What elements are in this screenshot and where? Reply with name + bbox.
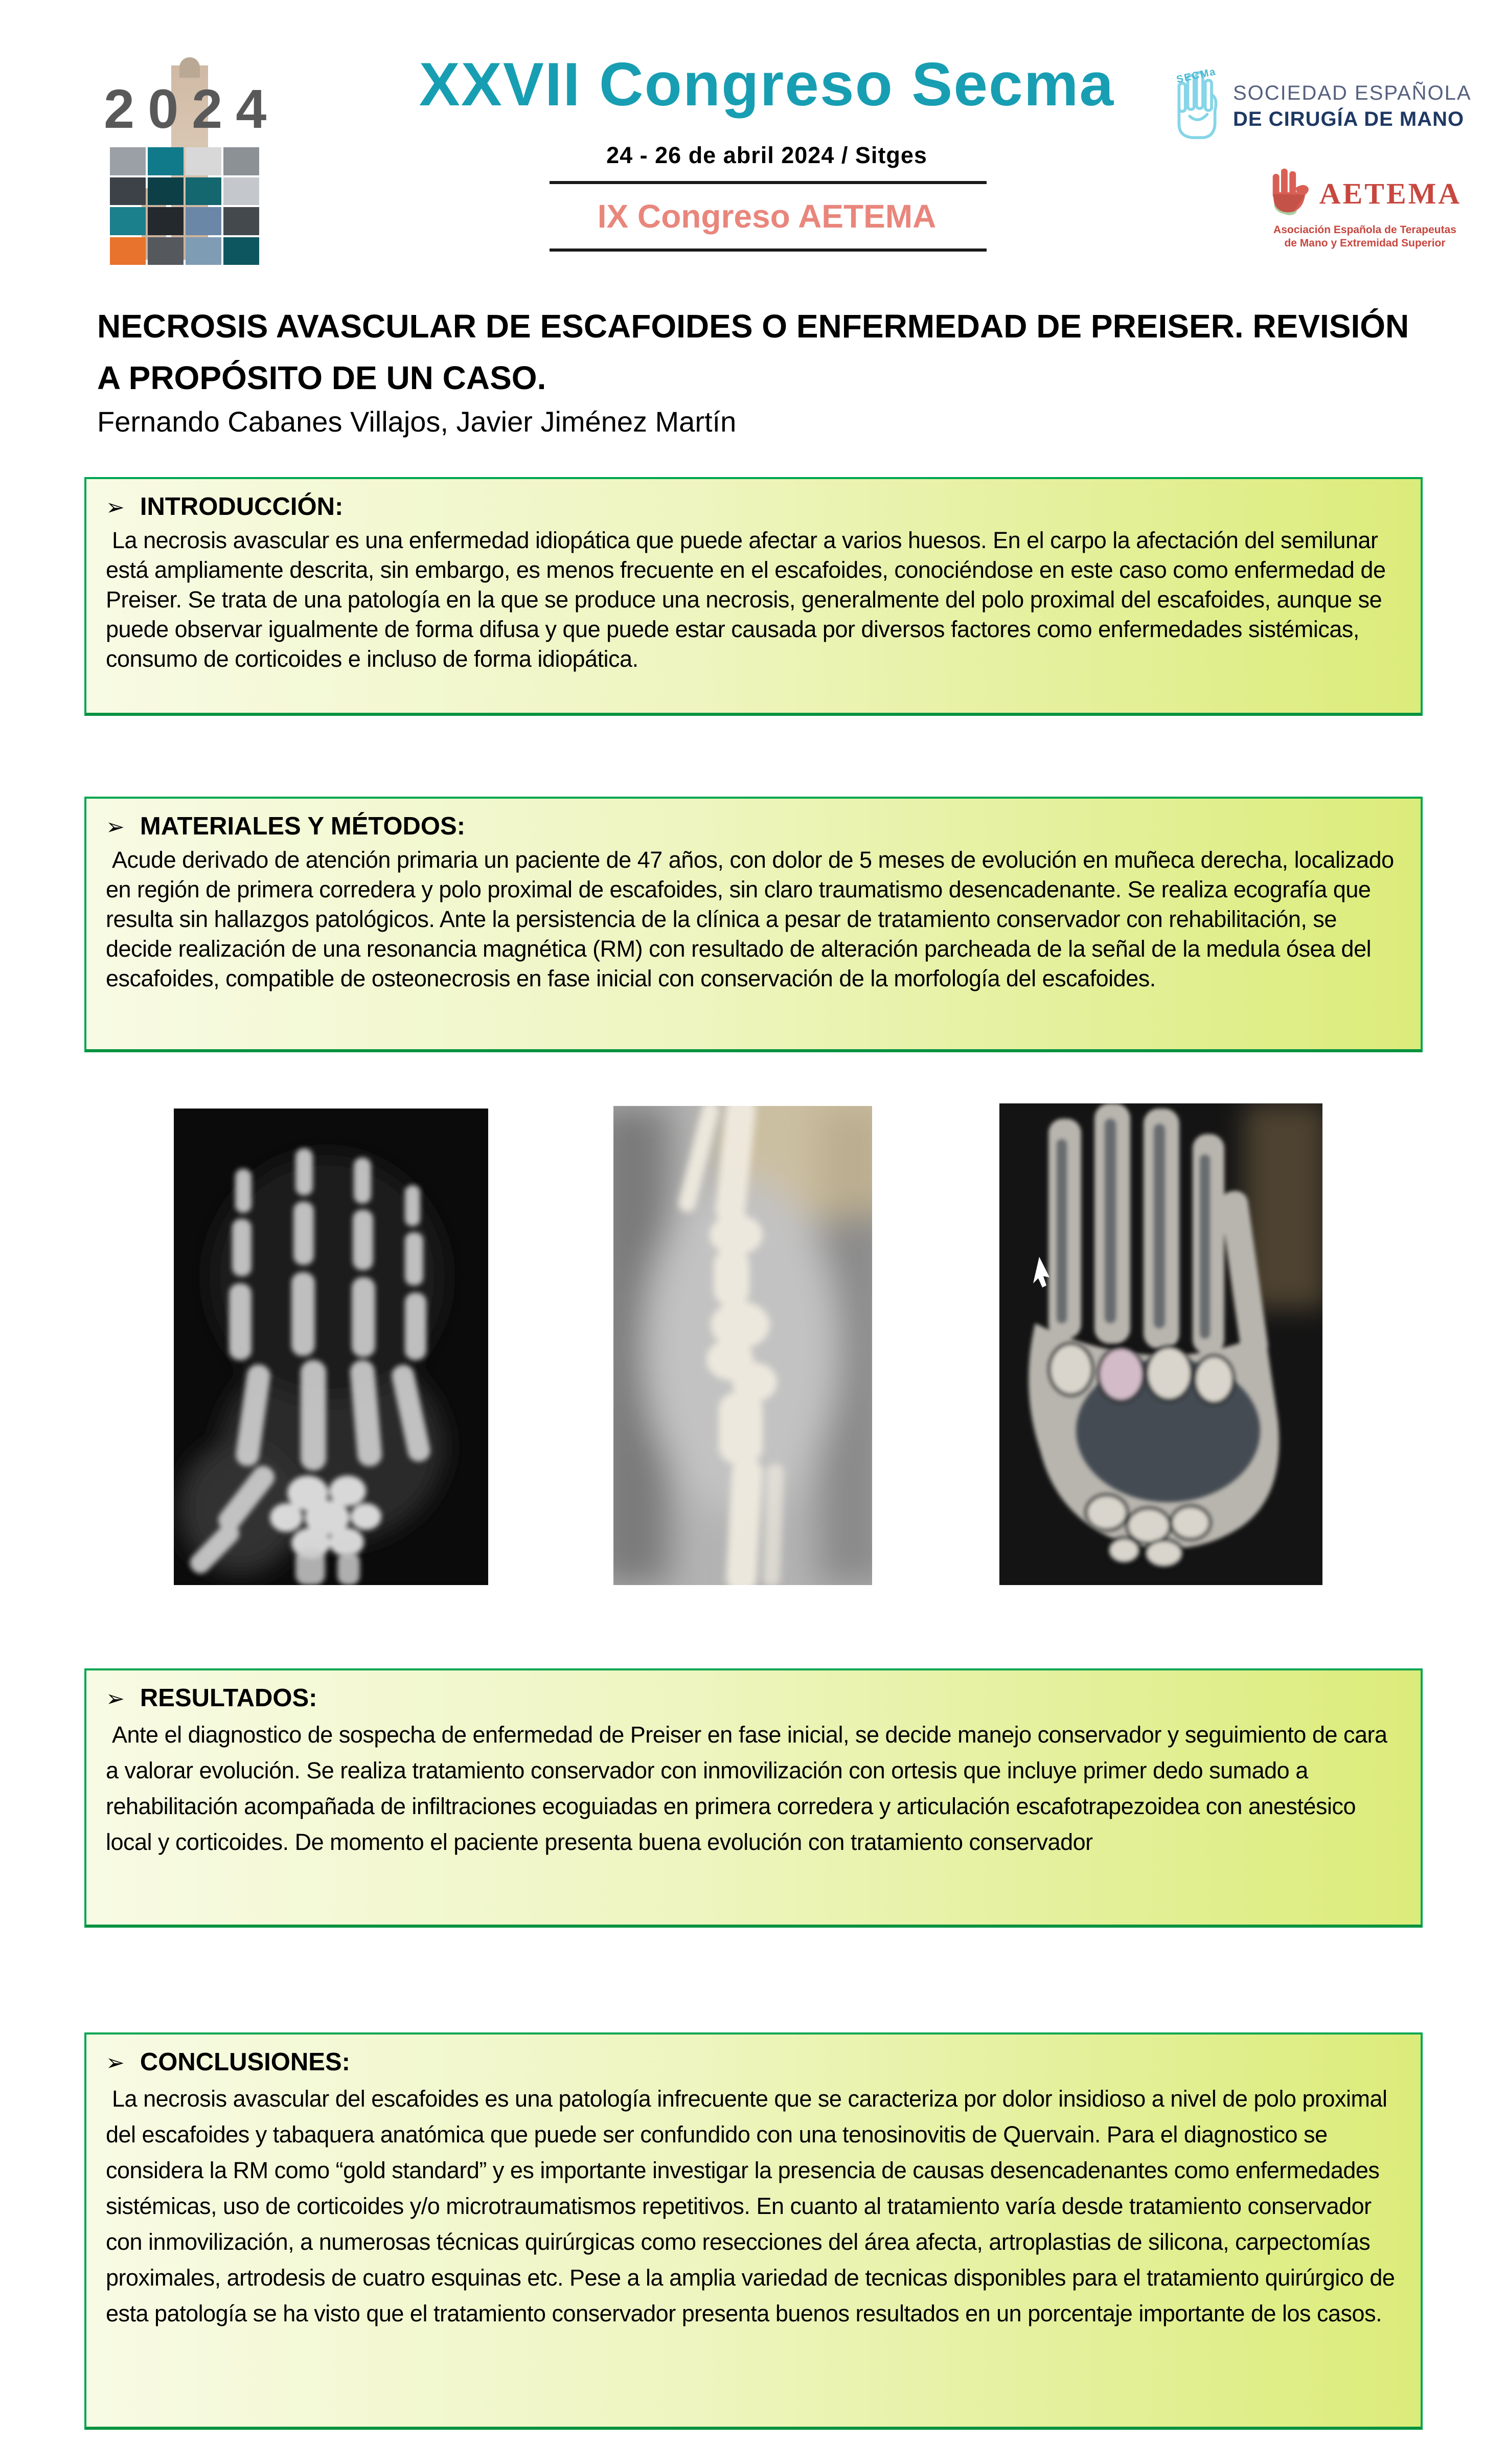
congress-2024-collage [104,60,280,265]
section-body-resultados: Ante el diagnostico de sospecha de enfermedad de Preiser en fase inicial, se decide manejo conservador y seguimiento de cara a valorar evolución. Se realiza tratamiento conservador con inmovilización con ortesis que incluye primer dedo sumado a rehabilitación acompañada de infiltraciones ecoguiadas en primera corredera y articulación escafotrapezoidea con anestésico local y corticoides. De momento el paciente presenta buena evolución con tratamiento conservador [106,1722,1394,1855]
arrow-bullet-icon: ➢ [106,815,125,840]
hand-mri-figure [999,1103,1322,1585]
secma-logo [1173,66,1472,143]
section-conclusiones [84,2032,1423,2430]
section-body-introduccion: La necrosis avascular es una enfermedad idiopática que puede afectar a varios huesos. En el carpo la afectación del semilunar está ampliamente descrita, sin embargo, es menos frecuente en el escafoides, conociéndose en este caso como enfermedad de Preiser. Se trata de una patología en la que se produce una necrosis, generalmente del polo proximal del escafoides, aunque se puede observar igualmente de forma difusa y que puede estar causada por diversos factores como enfermedades sistémicas, consumo de corticoides e incluso de forma idiopática. [106,527,1392,672]
section-body-materiales: Acude derivado de atención primaria un paciente de 47 años, con dolor de 5 meses de evolución en muñeca derecha, localizado en región de primera corredera y polo proximal de escafoides, sin claro traumatismo desencadenante. Se realiza ecografía que resulta sin hallazgos patológicos. Ante la persistencia de la clínica a pesar de tratamiento conservador con rehabilitación, se decide realización de una resonancia magnética (RM) con resultado de alteración parcheada de la señal de la medula ósea del escafoides, compatible de osteonecrosis en fase inicial con conservación de la morfología del escafoides. [106,847,1400,991]
divider-line [550,181,987,184]
church-dome [179,57,200,78]
section-body-conclusiones: La necrosis avascular del escafoides es una patología infrecuente que se caracteriza por dolor insidioso a nivel de polo proximal del escafoides y tabaquera anatómica que puede ser confundido con una tenosinovitis de Quervain. Para el diagnostico se considera la RM como “gold standard” y es importante investigar la presencia de causas desencadenantes como enfermedades sistémicas, uso de corticoides y/o microtraumatismos repetitivos. En cuanto al tratamiento varía desde tratamiento conservador con inmovilización, a numerosas técnicas quirúrgicas como resecciones del área afecta, artroplastias de silicona, carpectomías proximales, artrodesis de cuatro esquinas etc. Pese a la amplia variedad de tecnicas disponibles para el tratamiento quirúrgico de esta patología se ha visto que el tratamiento conservador presenta buenos resultados en un porcentaje importante de los casos. [106,2086,1401,2326]
section-resultados [84,1668,1423,1928]
poster-title-line1: NECROSIS AVASCULAR DE ESCAFOIDES O ENFERMEDAD DE PREISER. REVISIÓN [97,308,1409,345]
section-heading-introduccion: INTRODUCCIÓN: [140,493,344,521]
wrist-xray-lateral-figure [613,1106,872,1585]
divider-line [550,248,987,252]
photo-mosaic [110,147,259,265]
section-heading-conclusiones: CONCLUSIONES: [140,2048,350,2076]
aetema-name: AETEMA [1319,177,1462,210]
poster-authors: Fernando Cabanes Villajos, Javier Jiménez Martín [97,405,737,438]
aetema-subtitle-line2: de Mano y Extremidad Superior [1284,237,1446,249]
aetema-subtitle-line1: Asociación Española de Terapeutas [1273,224,1456,236]
secma-name-line2: DE CIRUGÍA DE MANO [1233,107,1465,130]
arrow-bullet-icon: ➢ [106,1686,125,1711]
congress-dates: 24 - 26 de abril 2024 / Sitges [606,142,927,168]
section-introduccion [84,477,1423,716]
poster-title [97,301,1436,404]
secma-acronym: SECMa [1175,66,1218,85]
secma-name-line1: SOCIEDAD ESPAÑOLA [1233,81,1472,104]
arrow-bullet-icon: ➢ [106,2050,125,2075]
aetema-hand-icon [1268,168,1312,219]
hand-xray-pa-figure [174,1109,488,1585]
aetema-logo [1247,168,1482,250]
aetema-congress-subtitle: IX Congreso AETEMA [597,198,937,235]
section-heading-materiales: MATERIALES Y MÉTODOS: [140,812,466,840]
year-badge: 2024 [104,78,280,140]
secma-hand-icon [1173,66,1222,143]
congress-title: XXVII Congreso Secma [419,50,1115,119]
section-heading-resultados: RESULTADOS: [140,1684,317,1712]
section-materiales-y-metodos [84,797,1423,1052]
arrow-bullet-icon: ➢ [106,495,125,520]
poster-title-line2: A PROPÓSITO DE UN CASO. [97,359,546,396]
